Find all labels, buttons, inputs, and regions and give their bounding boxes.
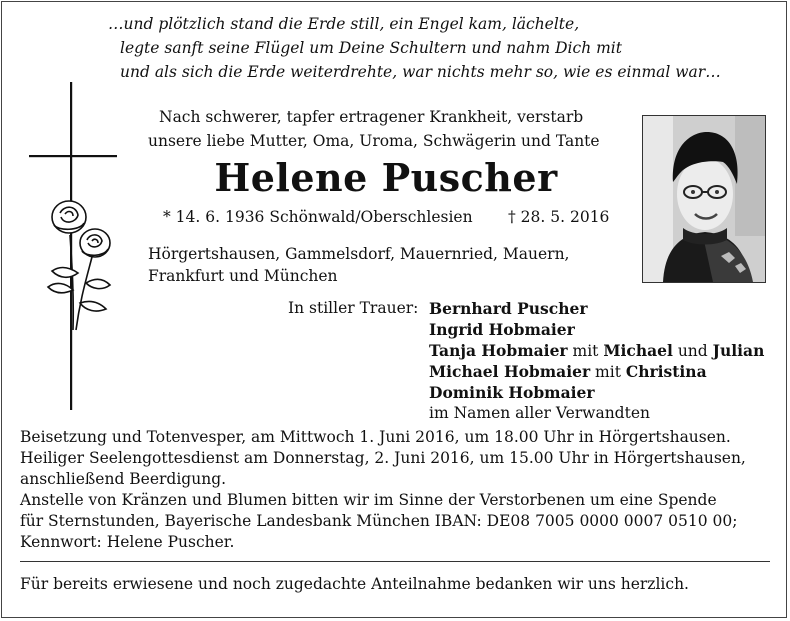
donation-line-3: Kennwort: Helene Puscher. (20, 533, 235, 551)
donation-line-2: für Sternstunden, Bayerische Landesbank München IBAN: DE08 7005 0000 0007 0510 00; (20, 512, 738, 530)
intro-line-1: Nach schwerer, tapfer ertragener Krankheit, verstarb (159, 108, 584, 126)
mourner-6: im Namen aller Verwandten (429, 404, 650, 422)
mourner-3: Tanja Hobmaier mit Michael und Julian (429, 341, 765, 360)
funeral-line-2: Heiliger Seelengottesdienst am Donnerstag, 2. Juni 2016, um 15.00 Uhr in Hörgertshausen, (20, 449, 746, 467)
death-date: † 28. 5. 2016 (508, 208, 610, 226)
quote-line-2: legte sanft seine Flügel um Deine Schultern und nahm Dich mit (120, 39, 622, 57)
deceased-name: Helene Puscher (214, 155, 558, 200)
birth-date: * 14. 6. 1936 Schönwald/Oberschlesien (163, 208, 473, 226)
mourners-list (429, 298, 764, 424)
mourner-1: Bernhard Puscher (429, 299, 588, 318)
places-line-1: Hörgertshausen, Gammelsdorf, Mauernried, Mauern, (148, 245, 570, 263)
portrait-photo (642, 115, 766, 283)
divider (20, 561, 770, 562)
mourner-4: Michael Hobmaier mit Christina (429, 362, 707, 381)
mourner-5: Dominik Hobmaier (429, 383, 595, 402)
intro-line-2: unsere liebe Mutter, Oma, Uroma, Schwägerin und Tante (148, 132, 600, 150)
thanks-line: Für bereits erwiesene und noch zugedachte Anteilnahme bedanken wir uns herzlich. (20, 575, 689, 593)
places-line-2: Frankfurt und München (148, 267, 338, 285)
mourners-label: In stiller Trauer: (288, 299, 419, 317)
donation-line-1: Anstelle von Kränzen und Blumen bitten wir im Sinne der Verstorbenen um eine Spende (20, 491, 717, 509)
mourner-2: Ingrid Hobmaier (429, 320, 575, 339)
roses-icon (40, 195, 115, 335)
funeral-line-3: anschließend Beerdigung. (20, 470, 227, 488)
funeral-line-1: Beisetzung und Totenvesper, am Mittwoch 1. Juni 2016, um 18.00 Uhr in Hörgertshausen. (20, 428, 731, 446)
quote-line-3: und als sich die Erde weiterdrehte, war nichts mehr so, wie es einmal war… (120, 63, 721, 81)
quote-line-1: …und plötzlich stand die Erde still, ein Engel kam, lächelte, (108, 15, 580, 33)
